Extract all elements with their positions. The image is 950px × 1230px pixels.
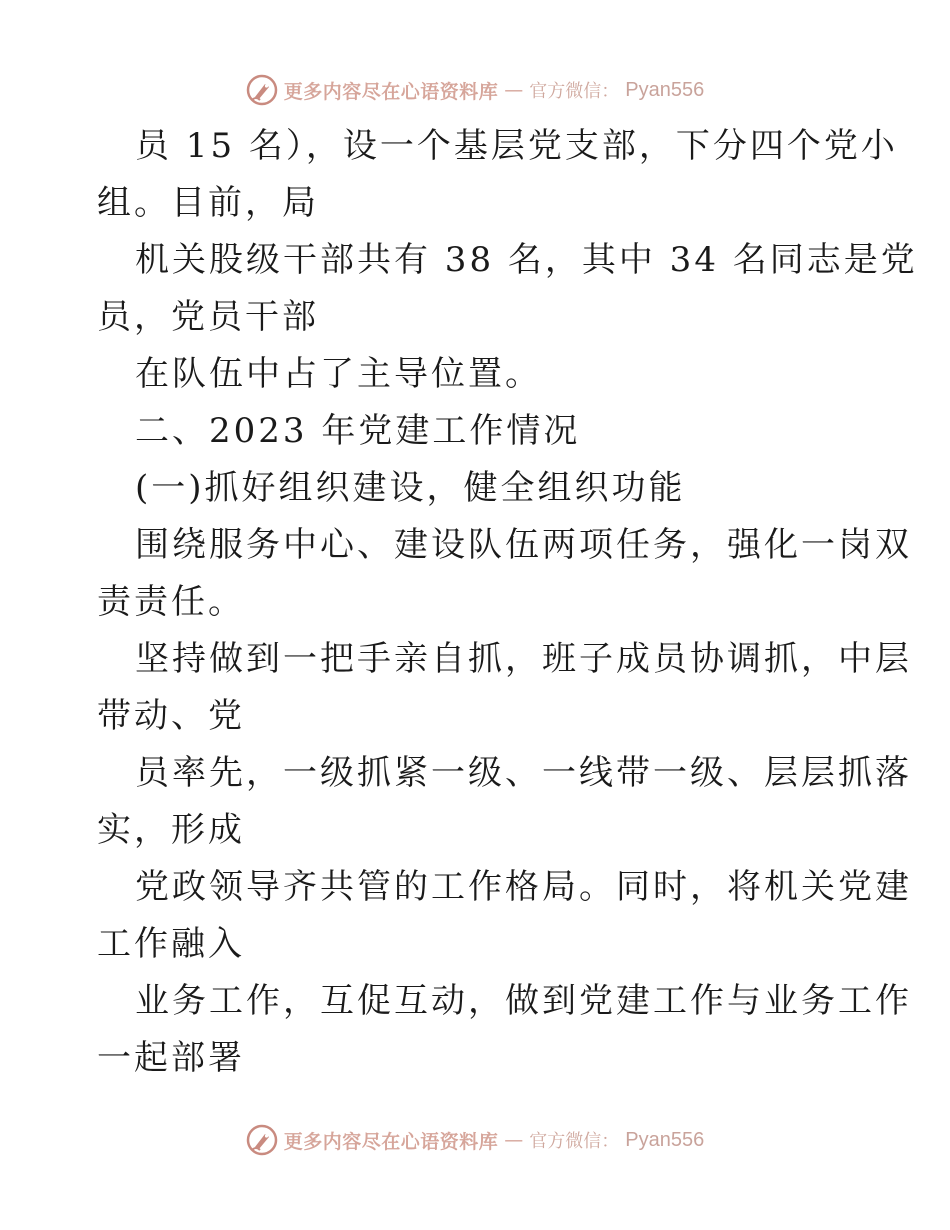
text-line: 党政领导齐共管的工作格局。同时，将机关党建 — [135, 867, 912, 907]
watermark-id: Pyan556 — [625, 78, 705, 101]
text-line: 责责任。 — [97, 582, 245, 622]
watermark-id: Pyan556 — [625, 1128, 705, 1151]
text-line: 业务工作，互促互动，做到党建工作与业务工作 — [135, 981, 912, 1021]
text-line: 员率先，一级抓紧一级、一线带一级、层层抓落 — [135, 753, 912, 793]
watermark-dash: — — [504, 1129, 524, 1151]
text-line: 员，党员干部 — [97, 297, 319, 337]
subsection-heading: (一)抓好组织建设，健全组织功能 — [135, 468, 686, 508]
document-body — [97, 118, 918, 1087]
text-line: 实，形成 — [97, 810, 245, 850]
watermark-title: 更多内容尽在心语资料库 — [283, 1130, 499, 1153]
watermark-footer — [0, 1120, 950, 1160]
section-heading: 二、2023 年党建工作情况 — [135, 411, 581, 451]
watermark-official: 官方微信： — [529, 1131, 620, 1152]
text-line: 机关股级干部共有 38 名，其中 34 名同志是党 — [135, 240, 918, 280]
watermark-title: 更多内容尽在心语资料库 — [283, 80, 499, 103]
watermark-dash: — — [504, 79, 524, 101]
text-line: 员 15 名），设一个基层党支部，下分四个党小 — [135, 126, 898, 166]
watermark-official: 官方微信： — [529, 81, 620, 102]
text-line: 带动、党 — [97, 696, 245, 736]
text-line: 工作融入 — [97, 924, 245, 964]
text-line: 在队伍中占了主导位置。 — [135, 354, 542, 394]
text-line: 围绕服务中心、建设队伍两项任务，强化一岗双 — [135, 525, 912, 565]
text-line: 坚持做到一把手亲自抓，班子成员协调抓，中层 — [135, 639, 912, 679]
watermark-header — [0, 70, 950, 110]
text-line: 组。目前，局 — [97, 183, 319, 223]
text-line: 一起部署 — [97, 1038, 245, 1078]
pen-nib-logo-icon — [246, 74, 278, 106]
pen-nib-logo-icon — [246, 1124, 278, 1156]
